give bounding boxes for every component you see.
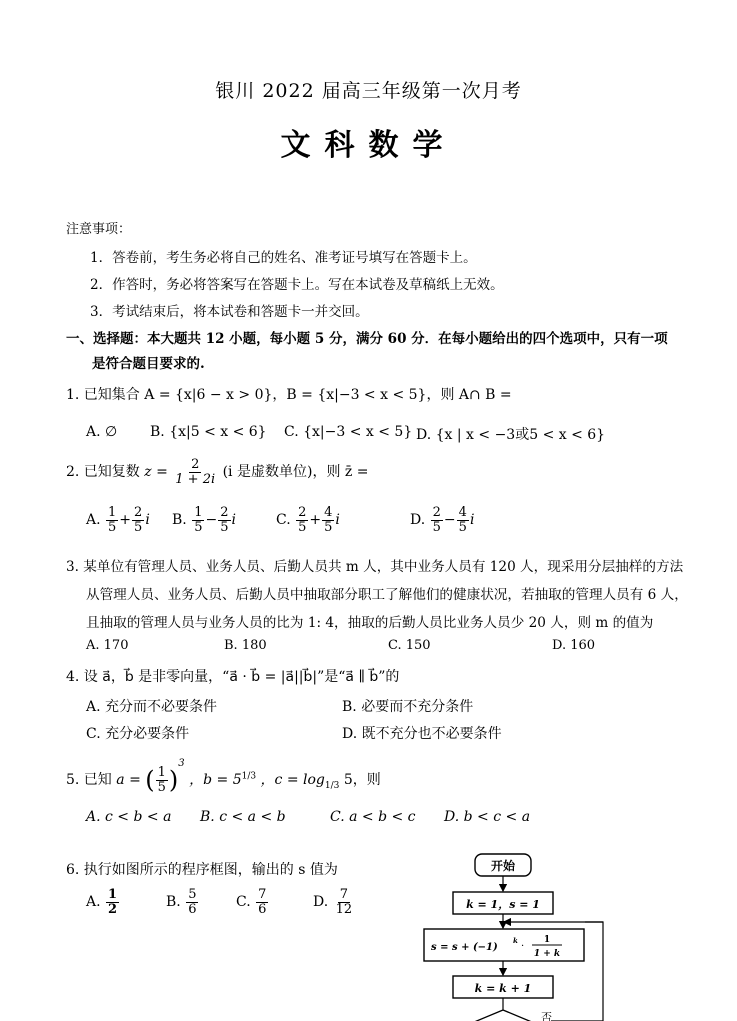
frac-den: 12 bbox=[335, 901, 353, 917]
frac-num: 1 bbox=[108, 505, 117, 520]
exam-title: 银川 2022 届高三年级第一次月考 bbox=[215, 80, 522, 102]
q4-option-a: A. 充分而不必要条件 bbox=[86, 699, 218, 715]
frac-num: 1 bbox=[108, 887, 118, 902]
notice-heading: 注意事项： bbox=[66, 222, 132, 237]
q2-stem-pre: 2. 已知复数 bbox=[66, 464, 140, 481]
section-heading-line1: 一、选择题：本大题共 12 小题，每小题 5 分，满分 60 分．在每小题给出的四个选项中，只有一项 bbox=[66, 331, 668, 347]
option-label: C. bbox=[236, 894, 251, 911]
option-label: D. bbox=[313, 894, 329, 911]
q5-a-den: 5 bbox=[157, 779, 166, 795]
flow-init-label: k = 1，s = 1 bbox=[466, 898, 540, 911]
sign: − bbox=[205, 512, 218, 529]
q3-option-d: D. 160 bbox=[552, 638, 596, 653]
frac-den: 6 bbox=[258, 901, 267, 917]
frac-den: 5 bbox=[194, 519, 203, 535]
frac-num: 5 bbox=[188, 887, 197, 902]
flow-update-k-label: k = k + 1 bbox=[474, 982, 532, 995]
q1-option-b: B. {x|5 < x < 6} bbox=[150, 424, 267, 440]
q2-z-eq: z = bbox=[144, 464, 168, 481]
flow-dot: · bbox=[521, 941, 525, 952]
q2-option-c bbox=[276, 506, 340, 534]
frac-num: 2 bbox=[220, 505, 229, 520]
q2-numerator: 2 bbox=[191, 457, 200, 472]
option-label: C. bbox=[276, 512, 291, 529]
option-label: B. bbox=[172, 512, 187, 529]
q3-line1: 3. 某单位有管理人员、业务人员、后勤人员共 m 人，其中业务人员有 120 人，现采用分层抽样的方法 bbox=[66, 559, 684, 575]
q5-a-eq: a = bbox=[116, 772, 141, 788]
option-label: A. bbox=[86, 894, 101, 911]
q4-stem: 4. 设 a⃗，b⃗ 是非零向量，“a⃗ · b⃗ = |a⃗||b⃗|”是“a⃗ ∥ b⃗”的 bbox=[66, 669, 400, 685]
frac-den: 2 bbox=[108, 901, 118, 917]
frac-num: 7 bbox=[258, 887, 267, 902]
q2-denominator: 1 + 2i bbox=[175, 471, 216, 487]
option-label: B. bbox=[166, 894, 181, 911]
q5-a-num: 1 bbox=[157, 764, 166, 780]
frac-num: 7 bbox=[339, 887, 349, 902]
q1-option-c: C. {x|−3 < x < 5} bbox=[284, 424, 413, 440]
paren-close: ) bbox=[168, 766, 179, 794]
frac-num: 1 bbox=[194, 505, 203, 520]
q3-option-c: C. 150 bbox=[388, 638, 431, 653]
q4-option-b: B. 必要而不充分条件 bbox=[342, 699, 474, 715]
q5-b-exp: 1/3 bbox=[241, 771, 257, 782]
sign: − bbox=[443, 512, 456, 529]
flow-decision-diamond bbox=[455, 1010, 551, 1021]
imag-unit: i bbox=[469, 512, 475, 529]
frac-den: 5 bbox=[134, 519, 143, 535]
q3-option-a: A. 170 bbox=[86, 638, 129, 653]
frac-den: 6 bbox=[188, 901, 197, 917]
q6-option-d bbox=[313, 888, 355, 916]
q2-option-b bbox=[172, 506, 236, 534]
q3-option-b: B. 180 bbox=[224, 638, 267, 653]
frac-den: 5 bbox=[432, 519, 441, 535]
q5-option-d: D. b < c < a bbox=[444, 809, 531, 825]
notice-item-1: 1．答卷前，考生务必将自己的姓名、准考证号填写在答题卡上。 bbox=[90, 250, 477, 266]
section-heading-line2: 是符合题目要求的. bbox=[92, 356, 205, 372]
q5-option-b: B. c < a < b bbox=[200, 809, 286, 825]
sign: + bbox=[119, 512, 132, 529]
frac-num: 4 bbox=[324, 505, 333, 520]
frac-num: 2 bbox=[432, 505, 441, 520]
frac-num: 2 bbox=[134, 505, 143, 520]
q6-stem: 6. 执行如图所示的程序框图，输出的 s 值为 bbox=[66, 862, 338, 878]
frac-den: 5 bbox=[298, 519, 307, 535]
frac-den: 5 bbox=[108, 519, 117, 535]
frac-num: 2 bbox=[298, 505, 307, 520]
q4-option-d: D. 既不充分也不必要条件 bbox=[342, 726, 502, 742]
q5-stem-pre: 5. 已知 bbox=[66, 772, 112, 788]
sign: + bbox=[309, 512, 322, 529]
flow-frac-den: 1 + k bbox=[533, 949, 561, 959]
subject-title: 文科数学 bbox=[280, 128, 457, 163]
q6-option-a bbox=[86, 888, 120, 916]
flow-start-label: 开始 bbox=[490, 859, 516, 873]
q3-line2: 从管理人员、业务人员、后勤人员中抽取部分职工了解他们的健康状况，若抽取的管理人员有 6 人， bbox=[86, 587, 688, 603]
notice-item-3: 3．考试结束后，将本试卷和答题卡一并交回。 bbox=[90, 304, 369, 320]
imag-unit: i bbox=[335, 512, 340, 529]
q5-c-arg: 5，则 bbox=[343, 772, 381, 788]
frac-den: 5 bbox=[324, 519, 333, 535]
imag-unit: i bbox=[231, 512, 236, 529]
option-label: A. bbox=[86, 512, 101, 529]
q2-option-d bbox=[410, 506, 474, 534]
frac-num: 4 bbox=[458, 505, 467, 520]
q1-option-d: D. {x | x < −3或5 < x < 6} bbox=[416, 427, 606, 443]
q5-b-expr: ，b = 5 bbox=[189, 772, 242, 788]
q1-stem: 1. 已知集合 A = {x|6 − x > 0}，B = {x|−3 < x < 5}，则 A∩ B = bbox=[66, 387, 512, 403]
q4-option-c: C. 充分必要条件 bbox=[86, 726, 190, 742]
q2-fraction bbox=[173, 458, 217, 486]
q2-stem-post: (i 是虚数单位)，则 z̄ = bbox=[222, 464, 369, 481]
option-label: D. bbox=[410, 512, 426, 529]
q3-line3: 且抽取的管理人员与业务人员的比为 1: 4，抽取的后勤人员比业务人员少 20 人，则 m 的值为 bbox=[86, 615, 654, 631]
frac-den: 5 bbox=[458, 519, 467, 535]
flow-frac-num: 1 bbox=[543, 935, 551, 945]
q2-stem bbox=[66, 458, 368, 486]
frac-den: 5 bbox=[220, 519, 229, 535]
q5-c-expr: ，c = log bbox=[260, 772, 325, 788]
imag-unit: i bbox=[145, 512, 150, 529]
q5-option-c: C. a < b < c bbox=[330, 809, 416, 825]
q5-stem bbox=[66, 758, 381, 794]
flow-update-s-label: s = s + (−1) bbox=[431, 942, 498, 953]
notice-item-2: 2．作答时，务必将答案写在答题卡上。写在本试卷及草稿纸上无效。 bbox=[90, 277, 504, 293]
q6-option-b bbox=[166, 888, 199, 916]
paren-open: ( bbox=[145, 766, 155, 794]
flowchart bbox=[415, 850, 615, 1021]
q5-c-base: 1/3 bbox=[324, 780, 340, 791]
q6-option-c bbox=[236, 888, 269, 916]
flow-update-s-exp: k bbox=[513, 936, 518, 945]
q2-option-a bbox=[86, 506, 150, 534]
q1-option-a: A. ∅ bbox=[86, 424, 118, 440]
flow-no-label: 否 bbox=[541, 1011, 552, 1021]
q5-a-exp: 3 bbox=[178, 758, 185, 769]
q5-option-a: A. c < b < a bbox=[86, 809, 172, 825]
